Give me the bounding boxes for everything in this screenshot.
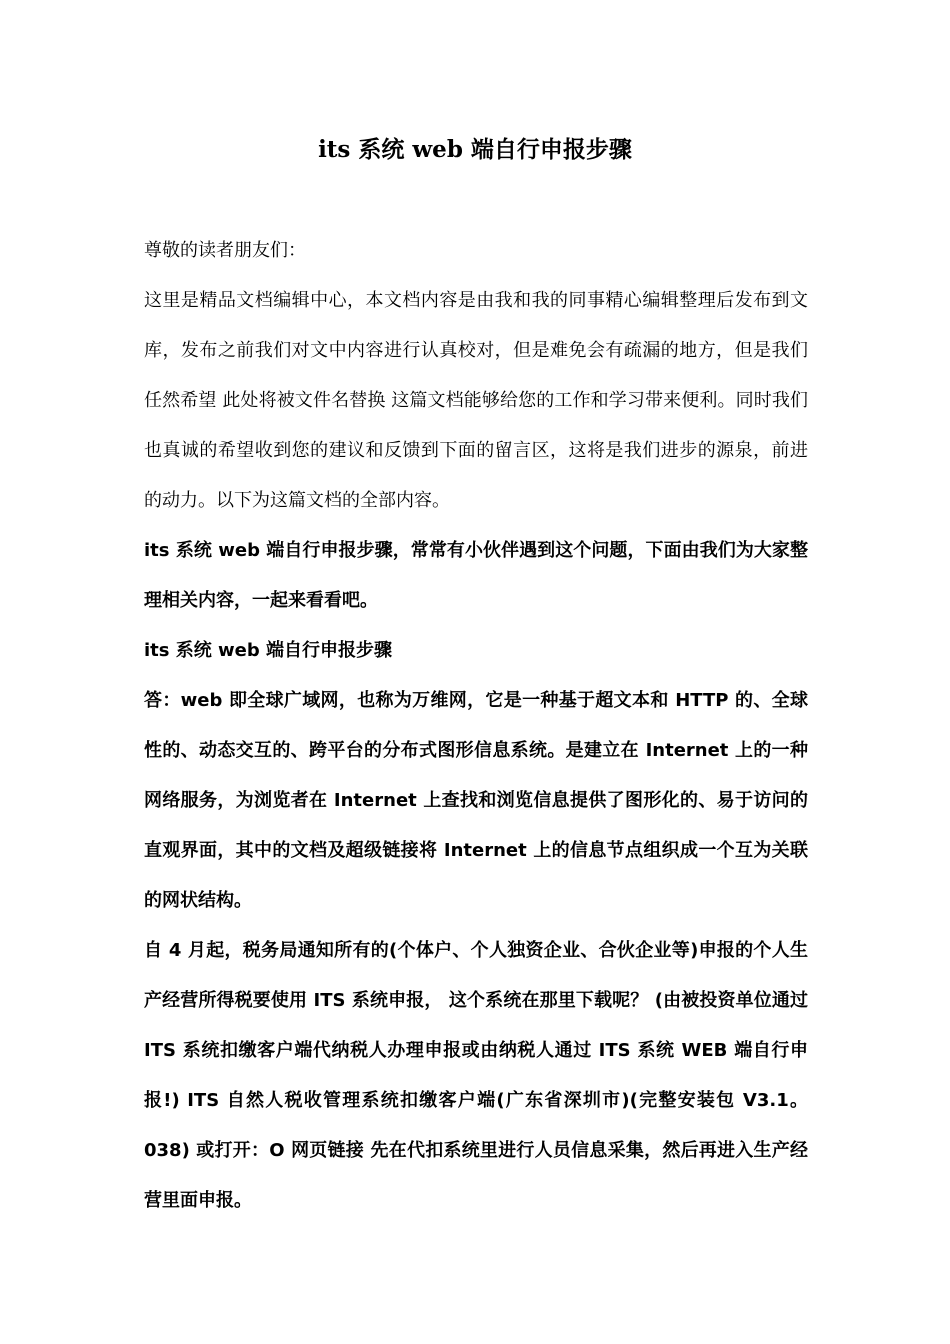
greeting-paragraph: 尊敬的读者朋友们： xyxy=(144,240,306,261)
document-title: its 系统 web 端自行申报步骤 xyxy=(318,136,632,163)
intro-paragraph: 这里是精品文档编辑中心，本文档内容是由我和我的同事精心编辑整理后发布到文库，发布之前我们对文中内容进行认真校对，但是难免会有疏漏的地方，但是我们任然希望 此处将被文件名替换 这篇文档能够给您的工作和学习带来便利。同时我们也真诚的希望收到您的建议和反馈到下面的留言区，这将是我们进步的源泉，前进的动力。以下为这篇文档的全部内容。 xyxy=(144,290,808,511)
subheading-paragraph: its 系统 web 端自行申报步骤 xyxy=(144,640,393,661)
lead-paragraph: its 系统 web 端自行申报步骤，常常有小伙伴遇到这个问题，下面由我们为大家整理相关内容，一起来看看吧。 xyxy=(144,540,808,611)
answer-paragraph: 答：web 即全球广域网，也称为万维网，它是一种基于超文本和 HTTP 的、全球性的、动态交互的、跨平台的分布式图形信息系统。是建立在 Internet 上的一种网络服务，为浏览者在 Internet 上查找和浏览信息提供了图形化的、易于访问的直观界面，其中的文档及超级链接将 Internet 上的信息节点组织成一个互为关联的网状结构。 xyxy=(144,690,808,911)
notice-paragraph: 自 4 月起，税务局通知所有的(个体户、个人独资企业、合伙企业等)申报的个人生产经营所得税要使用 ITS 系统申报， 这个系统在那里下载呢？ (由被投资单位通过 ITS 系统扣缴客户端代纳税人办理申报或由纳税人通过 ITS 系统 WEB 端自行申报!) ITS 自然人税收管理系统扣缴客户端(广东省深圳市)(完整安装包 V3.1。038) 或打开：O 网页链接 先在代扣系统里进行人员信息采集，然后再进入生产经营里面申报。 xyxy=(144,940,808,1211)
document-body xyxy=(144,226,808,1226)
